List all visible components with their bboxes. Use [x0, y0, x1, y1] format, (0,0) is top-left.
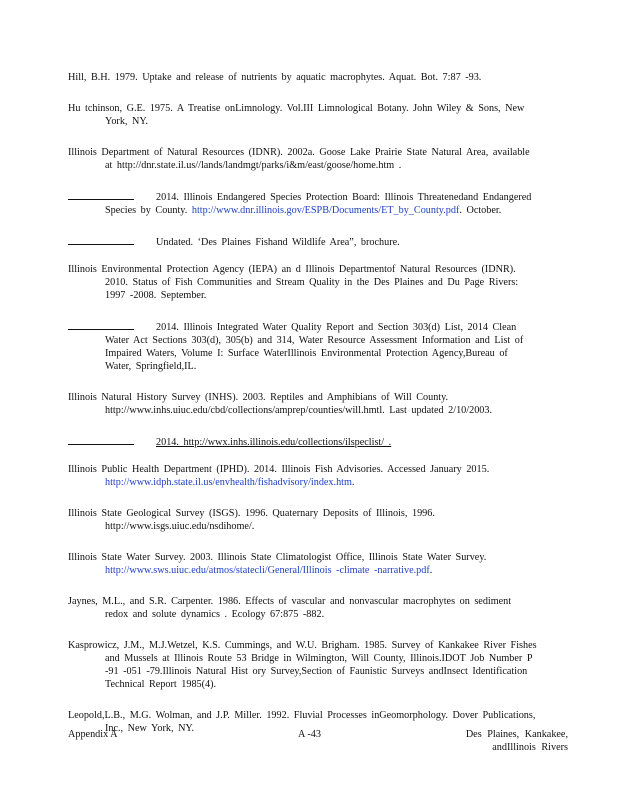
reference-hill-1979: Hill, B.H. 1979. Uptake and release of nutrients by aquatic macrophytes. Aquat. Bot. 7:87 -93.	[68, 72, 482, 83]
author-repeat-dash	[68, 235, 134, 245]
reference-leopold-1992: Leopold,L.B., M.G. Wolman, and J.P. Miller. 1992. Fluvial Processes inGeomorphology. Dover Publications, Inc., New York, NY.	[68, 710, 536, 734]
reference-iepa-2014: 2014. Illinois Integrated Water Quality Report and Section 303(d) List, 2014 Clean Water Act Sections 303(d), 305(b) and 314, Water Resource Assessment Information and List of Impaired Waters, Volume I: Surface WaterIllinois Environmental Protection Agency,Bureau of Water, Springfield,IL.	[68, 320, 538, 373]
reference-idnr-2002a: Illinois Department of Natural Resources (IDNR). 2002a. Goose Lake Prairie State Natural Area, available at http://dnr.state.il.us//lands/landmgt/parks/i&m/east/goose/home.htm .	[68, 147, 530, 171]
reference-hutchinson-1975: Hu tchinson, G.E. 1975. A Treatise onLimnology. Vol.III Limnological Botany. John Wiley & Sons, New York, NY.	[68, 103, 525, 127]
author-repeat-dash	[68, 320, 134, 330]
author-repeat-dash	[68, 435, 134, 445]
espb-link[interactable]: http://www.dnr.illinois.gov/ESPB/Documents/ET_by_County.pdf	[191, 205, 460, 216]
reference-iepa-2010: Illinois Environmental Protection Agency (IEPA) an d Illinois Departmentof Natural Resources (IDNR). 2010. Status of Fish Communities and Stream Quality in the Des Plaines and Du Page Rivers: 1997 -2008. September.	[68, 264, 519, 301]
reference-idnr-2014: 2014. Illinois Endangered Species Protection Board: Illinois Threatenedand Endangered Species by County. http://www.dnr.illinois.gov/ESPB/Documents/ET_by_County.pdf. October.	[68, 190, 538, 217]
reference-isgs-1996: Illinois State Geological Survey (ISGS). 1996. Quaternary Deposits of Illinois, 1996. http://www.isgs.uiuc.edu/nsdihome/.	[68, 508, 435, 532]
page-footer	[68, 728, 568, 758]
footer-report-title: Des Plaines, Kankakee, andIllinois Rivers	[465, 729, 568, 753]
reference-isws-2003: Illinois State Water Survey. 2003. Illinois State Climatologist Office, Illinois State Water Survey. http://www.sws.uiuc.edu/atmos/statecli/General/Illinois -climate -narrative.pdf.	[68, 552, 487, 576]
footer-page-number: A -43	[298, 729, 321, 740]
fish-advisory-link[interactable]: http://www.idph.state.il.us/envhealth/fishadvisory/index.htm	[105, 477, 352, 488]
reference-iphd-2014: Illinois Public Health Department (IPHD). 2014. Illinois Fish Advisories. Accessed January 2015. http://www.idph.state.il.us/envhealth/fishadvisory/index.htm.	[68, 464, 490, 488]
reference-kasprowicz-1985: Kasprowicz, J.M., M.J.Wetzel, K.S. Cummings, and W.U. Brigham. 1985. Survey of Kankakee River Fishes and Mussels at Illinois Route 53 Bridge in Wilmington, Will County, Illinois.IDOT Job Number P -91 -051 -79.Illinois Natural Hist ory Survey,Section of Faunistic Surveys andInsect Identification Technical Report 1985(4).	[68, 640, 537, 690]
author-repeat-dash	[68, 190, 134, 200]
reference-jaynes-1986: Jaynes, M.L., and S.R. Carpenter. 1986. Effects of vascular and nonvascular macrophytes on sediment redox and solute dynamics . Ecology 67:875 -882.	[68, 596, 512, 620]
footer-appendix-label: Appendix A	[68, 729, 118, 740]
climate-narrative-link[interactable]: http://www.sws.uiuc.edu/atmos/statecli/General/Illinois -climate -narrative.pdf	[105, 565, 430, 576]
reference-list	[68, 71, 538, 753]
reference-inhs-2003: Illinois Natural History Survey (INHS). 2003. Reptiles and Amphibians of Will County. http://www.inhs.uiuc.edu/cbd/collections/amprep/counties/will.hmtl. Last updated 2/10/2003.	[68, 392, 493, 416]
reference-idnr-undated: Undated. ‘Des Plaines Fishand Wildlife Area”, brochure.	[68, 235, 538, 249]
reference-inhs-2014: 2014. http://wwx.inhs.illinois.edu/collections/ilspeclist/ .	[68, 435, 538, 449]
